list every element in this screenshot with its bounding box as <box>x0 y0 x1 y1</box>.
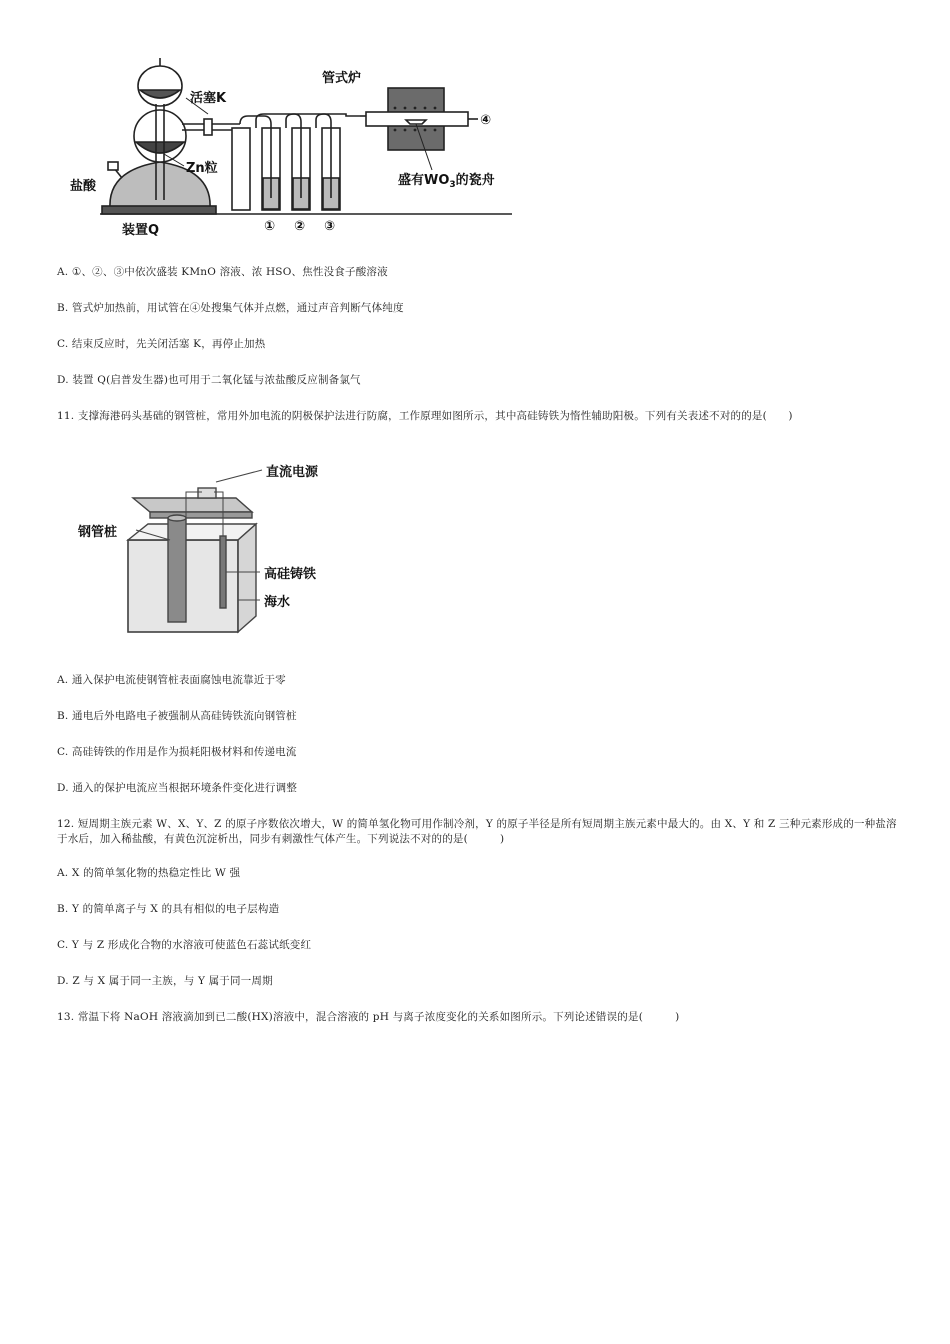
q10-option-c: C. 结束反应时，先关闭活塞 K，再停止加热 <box>57 338 266 350</box>
q11-option-b: B. 通电后外电路电子被强制从高硅铸铁流向钢管桩 <box>57 710 297 722</box>
q12-stem: 12. 短周期主族元素 W、X、Y、Z 的原子序数依次增大，W 的简单氢化物可用作制冷剂，Y 的原子半径是所有短周期主族元素中最大的。由 X、Y 和 Z 三种元素形成的一种盐溶于水后，加入稀盐酸，有黄色沉淀析出，同步有刺激性气体产生。下列说法不对的的是( ) <box>57 818 897 845</box>
cathodic-protection-figure <box>78 460 348 640</box>
label-boat: 盛有$WO_3$的瓷舟 <box>398 173 495 190</box>
label-bottle-3: ③ <box>324 219 336 234</box>
label-iron: 高硅铸铁 <box>264 567 317 582</box>
q11-option-a: A. 通入保护电流使钢管桩表面腐蚀电流靠近于零 <box>57 674 286 686</box>
label-device-q: 装置Q <box>122 223 160 238</box>
label-zn: Zn粒 <box>186 161 218 176</box>
label-bottle-1: ① <box>264 219 276 234</box>
q11-option-d: D. 通入的保护电流应当根据环境条件变化进行调整 <box>57 782 298 794</box>
label-valve-k: 活塞K <box>190 91 227 106</box>
q10-option-d: D. 装置 Q(启普发生器)也可用于二氧化锰与浓盐酸反应制备氯气 <box>57 374 361 386</box>
label-power: 直流电源 <box>266 465 319 480</box>
q12-option-a: A. X 的简单氢化物的热稳定性比 W 强 <box>57 867 241 879</box>
label-pile: 钢管桩 <box>78 525 118 540</box>
q13-stem: 13. 常温下将 NaOH 溶液滴加到已二酸(HX)溶液中，混合溶液的 pH 与离子浓度变化的关系如图所示。下列论述错误的是( ) <box>57 1011 680 1023</box>
label-furnace: 管式炉 <box>322 71 362 86</box>
q11-option-c: C. 高硅铸铁的作用是作为损耗阳极材料和传递电流 <box>57 746 297 758</box>
label-acid: 盐酸 <box>70 179 97 194</box>
q10-option-a: A. ①、②、③中依次盛装 KMnO 溶液、浓 HSO、焦性没食子酸溶液 <box>57 266 388 278</box>
label-sea: 海水 <box>264 595 291 610</box>
q12-option-c: C. Y 与 Z 形成化合物的水溶液可使蓝色石蕊试纸变红 <box>57 939 312 951</box>
q12-option-b: B. Y 的简单离子与 X 的具有相似的电子层构造 <box>57 903 280 915</box>
apparatus-figure <box>60 58 520 240</box>
label-bottle-2: ② <box>294 219 306 234</box>
q12-option-d: D. Z 与 X 属于同一主族，与 Y 属于同一周期 <box>57 975 273 987</box>
q11-stem: 11. 支撑海港码头基础的钢管桩，常用外加电流的阴极保护法进行防腐，工作原理如图所示，其中高硅铸铁为惰性辅助阳极。下列有关表述不对的的是( ) <box>57 410 793 422</box>
q10-option-b: B. 管式炉加热前，用试管在④处搜集气体并点燃，通过声音判断气体纯度 <box>57 302 404 314</box>
label-outlet-4: ④ <box>480 113 492 128</box>
